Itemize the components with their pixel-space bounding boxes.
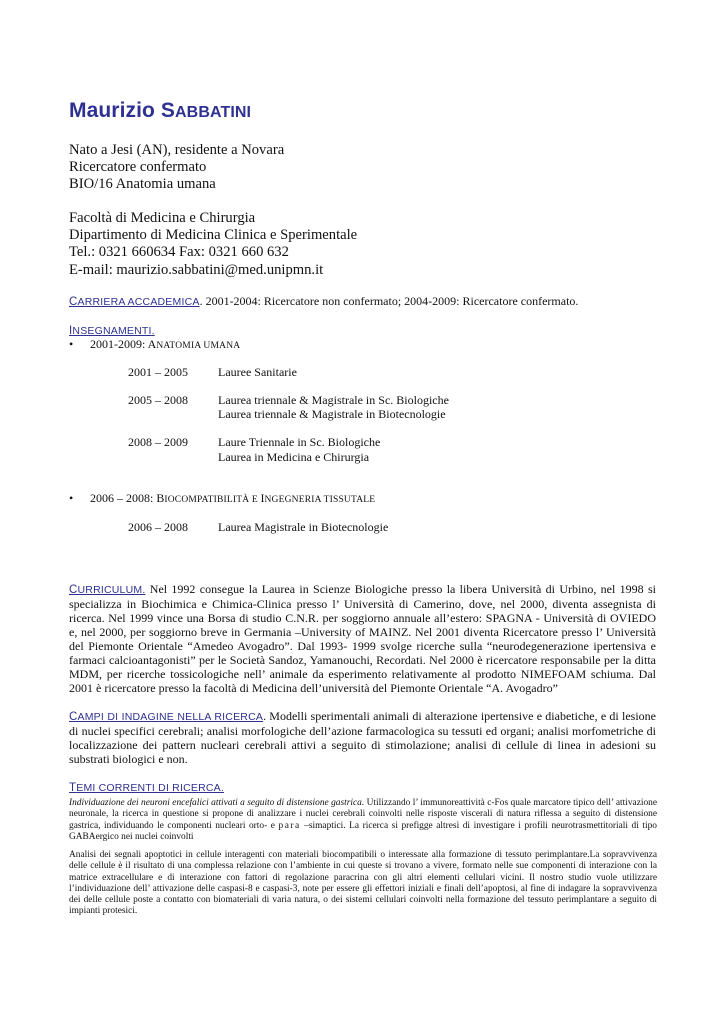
carriera-heading-rest: ARRIERA ACCADEMICA bbox=[77, 296, 200, 308]
group2-years: 2006 – 2008: bbox=[90, 491, 157, 505]
row-years: 2001 – 2005 bbox=[128, 365, 188, 379]
teaching-group-2 bbox=[69, 491, 375, 506]
campi-heading-rest: AMPI DI INDAGINE NELLA RICERCA bbox=[77, 711, 264, 723]
curriculum-heading bbox=[69, 584, 145, 596]
name-last-rest: ABBATINI bbox=[175, 104, 252, 121]
group2-title-rest2: NGEGNERIA TISSUTALE bbox=[264, 495, 376, 505]
row-course: Laure Triennale in Sc. Biologiche bbox=[218, 435, 381, 449]
phone-fax: Tel.: 0321 660634 Fax: 0321 660 632 bbox=[69, 244, 289, 261]
page-title bbox=[69, 99, 251, 123]
personal-info bbox=[69, 142, 284, 194]
temi-heading bbox=[69, 780, 656, 795]
row-years: 2005 – 2008 bbox=[128, 393, 188, 407]
group2-title-initial2: I bbox=[260, 491, 265, 505]
carriera-heading-initial: C bbox=[69, 296, 78, 308]
carriera-text: . 2001-2004: Ricercatore non confermato; 2004-2009: Ricercatore confermato. bbox=[199, 294, 579, 308]
faculty: Facoltà di Medicina e Chirurgia bbox=[69, 210, 256, 226]
row-years: 2006 – 2008 bbox=[128, 520, 188, 534]
curriculum-heading-rest: URRICULUM. bbox=[77, 584, 146, 596]
contact-info bbox=[69, 210, 357, 279]
temi-p1-italic: Individuazione dei neuroni encefalici attivati a seguito di distensione gastrica. bbox=[69, 798, 365, 808]
row-course: Lauree Sanitarie bbox=[218, 365, 297, 379]
position: Ricercatore confermato bbox=[69, 159, 207, 176]
curriculum-heading-initial: C bbox=[69, 584, 78, 596]
sector: BIO/16 Anatomia umana bbox=[69, 176, 216, 193]
insegnamenti-heading-initial: I bbox=[69, 325, 73, 337]
birth-residence: Nato a Jesi (AN), residente a Novara bbox=[69, 142, 285, 158]
group2-title-rest1: IOCOMPATIBILITÀ E bbox=[164, 495, 261, 505]
temi-p1-spaced: para bbox=[278, 820, 301, 831]
email: E-mail: maurizio.sabbatini@med.unipmn.it bbox=[69, 261, 324, 278]
temi-paragraph-1 bbox=[69, 798, 657, 843]
temi-p1-text-a: Utilizzando l’ immunoreattività c-Fos quale marcatore tipico dell’ attivazione neuronale, la ricerca in questione si propone di analizzare i nuclei cerebrali coinvolti nelle risposte viscerali di natura riflessa a seguito di distensione gastrica, individuando le componenti nucleari orto- e bbox=[69, 798, 657, 831]
row-course: Laurea triennale & Magistrale in Biotecnologie bbox=[218, 407, 446, 421]
insegnamenti-heading-rest: NSEGNAMENTI. bbox=[72, 325, 155, 337]
curriculum-text: Nel 1992 consegue la Laurea in Scienze Biologiche presso la libera Università di Urbino, nel 1998 si specializza in Biochimica e Chimica-Clinica presso l’ Università di Camerino, dove, nel 2000, diventa assegnista di ricerca. Nel 1999 vince una Borsa di studio C.N.R. per soggiorno annuale all’estero: SPAGNA - Università di OVIEDO e, nel 2000, per soggiorno breve in Germania –University of MAINZ. Nel 2001 diventa Ricercatore presso l’ Università del Piemonte Orientale “Amedeo Avogadro”. Dal 1993- 1999 svolge ricerche sulla “neurodegenerazione ipertensiva e farmaci calcioantagonisti” per le Società Sandoz, Yamanouchi, Recordati. Nel 2000 è ricercatore responsabile per la ditta MDM, per ricerche tossicologiche nell’ animale da esperimento relativamente al prodotto NIMEFOAM schiuma. Dal 2001 è ricercatore presso la facoltà di Medicina dell’università del Piemonte Orientale “A. Avogadro” bbox=[69, 582, 656, 695]
carriera-section bbox=[69, 294, 656, 309]
group1-title-rest: NATOMIA UMANA bbox=[156, 341, 241, 351]
campi-text: . Modelli sperimentali animali di alterazione ipertensive e diabetiche, e di lesione di nuclei specifici cerebrali; analisi morfologiche dell’azione farmacologica su tessuti ed organi; analisi morfometriche di localizzazione dei pattern nucleari cerebrali attivi a seguito di stimolazione; analisi di cellule di linea in adesioni su substrati biologici e non. bbox=[69, 709, 656, 766]
temi-paragraph-2: Analisi dei segnali apoptotici in cellule interagenti con materiali biocompatibili o interessate alla formazione di tessuto perimplantare.La sopravvivenza delle cellule è il risultato di una complessa relazione con l’ambiente in cui queste si trovano a vivere, formato nelle sue componenti di interazione con la matrice extracellulare e di interazione con fattori di regolazione paracrina con gli altri elementi cellulari vicini. Il nostro studio vuole utilizzare l’individuazione dell’ attivazione delle caspasi-8 e caspasi-3, note per essere gli effettori iniziali e finali dell’apoptosi, al fine di indagare la sopravvivenza dei delle cellule poste a contatto con biomateriali di varia natura, o dei sistemi cellulari coinvolti nella formazione del tessuto perimplantare a seguito di impianti protesici. bbox=[69, 850, 657, 917]
carriera-heading bbox=[69, 296, 200, 308]
group1-title-initial: A bbox=[147, 337, 157, 351]
name-first: Maurizio bbox=[69, 99, 155, 122]
teaching-group-1 bbox=[69, 337, 240, 352]
insegnamenti-heading bbox=[69, 323, 656, 338]
temi-p1-text-b: –simaptici. La ricerca si prefigge altresì di investigare i profili neurotrasmettitoriali di tipo GABAergico nei nuclei coinvolti bbox=[69, 820, 657, 842]
row-course: Laurea in Medicina e Chirurgia bbox=[218, 450, 370, 464]
group2-title-initial1: B bbox=[156, 491, 165, 505]
curriculum-section bbox=[69, 582, 656, 695]
temi-heading-initial: T bbox=[69, 782, 77, 794]
bullet-icon: • bbox=[69, 337, 74, 351]
row-course: Laurea Magistrale in Biotecnologie bbox=[218, 520, 389, 534]
campi-heading-initial: C bbox=[69, 711, 78, 723]
campi-heading bbox=[69, 711, 263, 723]
temi-heading-rest: EMI CORRENTI DI RICERCA. bbox=[76, 782, 224, 794]
name-last-initial: S bbox=[160, 99, 176, 122]
row-years: 2008 – 2009 bbox=[128, 435, 188, 449]
campi-section bbox=[69, 709, 656, 766]
row-course: Laurea triennale & Magistrale in Sc. Biologiche bbox=[218, 393, 449, 407]
bullet-icon: • bbox=[69, 491, 74, 505]
department: Dipartimento di Medicina Clinica e Sperimentale bbox=[69, 227, 358, 244]
group1-years: 2001-2009: bbox=[90, 337, 148, 351]
